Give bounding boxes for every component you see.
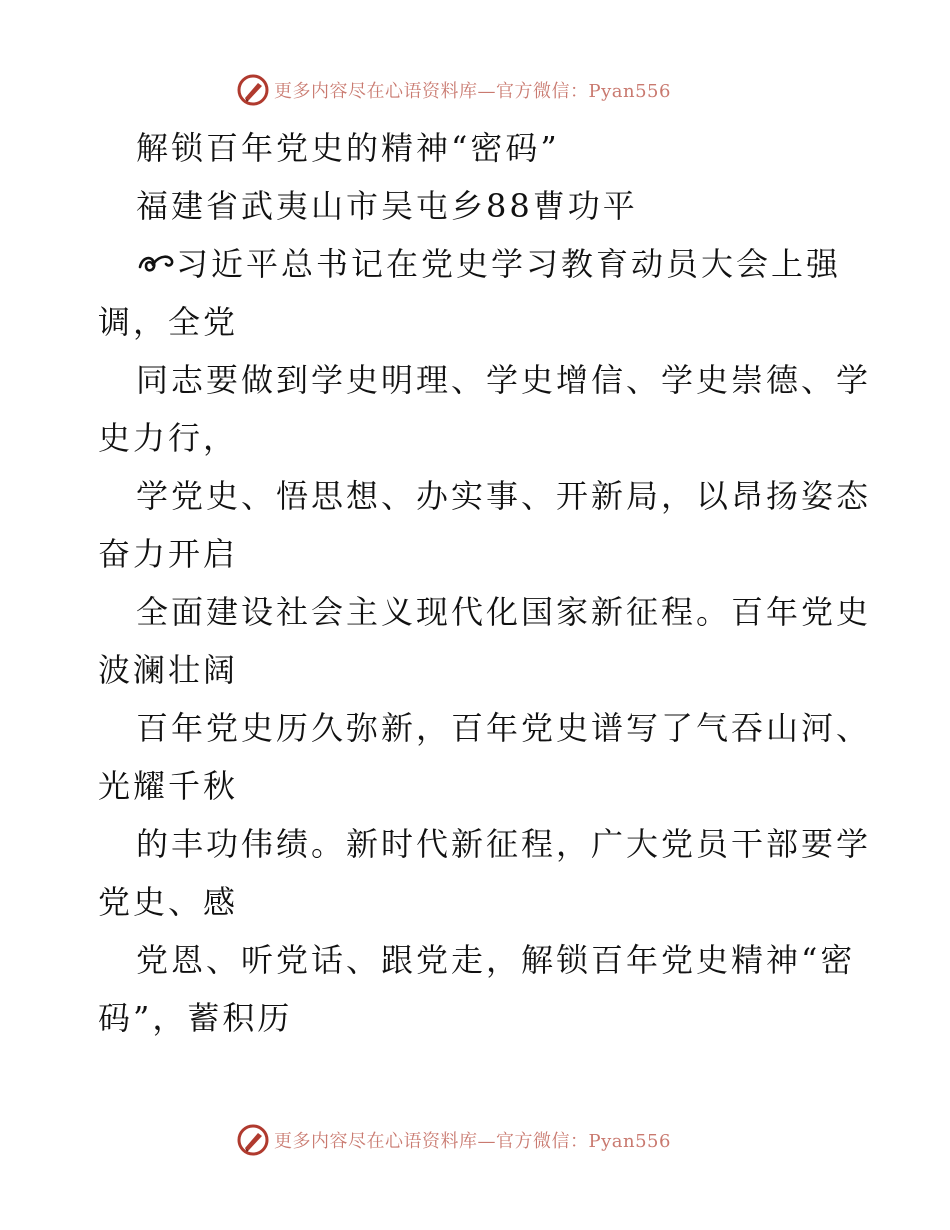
pen-logo-icon xyxy=(236,1123,270,1157)
watermark-dash: — xyxy=(477,1131,496,1152)
watermark-text xyxy=(274,77,671,103)
watermark-slogan: 更多内容尽在心语资料库 xyxy=(274,1131,478,1152)
pen-logo-icon xyxy=(236,73,270,107)
document-title: 解锁百年党史的精神“密码” xyxy=(136,129,560,167)
watermark-group xyxy=(236,72,671,108)
paragraph-line: 调，全党 xyxy=(98,303,239,341)
paragraph-line: 党恩、听党话、跟党走，解锁百年党史精神“密 xyxy=(136,941,856,979)
paragraph-line: 史力行， xyxy=(98,419,239,457)
paragraph-line: 奋力开启 xyxy=(98,535,239,573)
watermark-contact-id: Pyan556 xyxy=(588,1131,671,1152)
watermark-contact-label: 官方微信： xyxy=(496,1131,589,1152)
paragraph-line: 同志要做到学史明理、学史增信、学史崇德、学 xyxy=(136,361,872,399)
header-watermark xyxy=(0,70,950,110)
paragraph-line: 全面建设社会主义现代化国家新征程。百年党史 xyxy=(136,593,872,631)
footer-watermark xyxy=(0,1120,950,1160)
watermark-contact-id: Pyan556 xyxy=(588,81,671,102)
paragraph-line: 党史、感 xyxy=(98,883,239,921)
paragraph-line: 波澜壮阔 xyxy=(98,651,239,689)
watermark-dash: — xyxy=(477,81,496,102)
paragraph-line: 码”，蓄积历 xyxy=(98,999,293,1037)
paragraph-line: 百年党史历久弥新，百年党史谱写了气吞山河、 xyxy=(136,709,872,747)
watermark-text xyxy=(274,1127,671,1153)
paragraph-line: 的丰功伟绩。新时代新征程，广大党员干部要学 xyxy=(136,825,872,863)
flourish-icon xyxy=(136,249,176,277)
document-author: 福建省武夷山市吴屯乡88曹功平 xyxy=(136,187,638,225)
paragraph-line: 学党史、悟思想、办实事、开新局，以昂扬姿态 xyxy=(136,477,872,515)
watermark-slogan: 更多内容尽在心语资料库 xyxy=(274,81,478,102)
watermark-group xyxy=(236,1122,671,1158)
paragraph-line-text: 习近平总书记在党史学习教育动员大会上强 xyxy=(176,245,842,283)
watermark-contact-label: 官方微信： xyxy=(496,81,589,102)
paragraph-line: 光耀千秋 xyxy=(98,767,239,805)
paragraph-line xyxy=(0,244,950,284)
